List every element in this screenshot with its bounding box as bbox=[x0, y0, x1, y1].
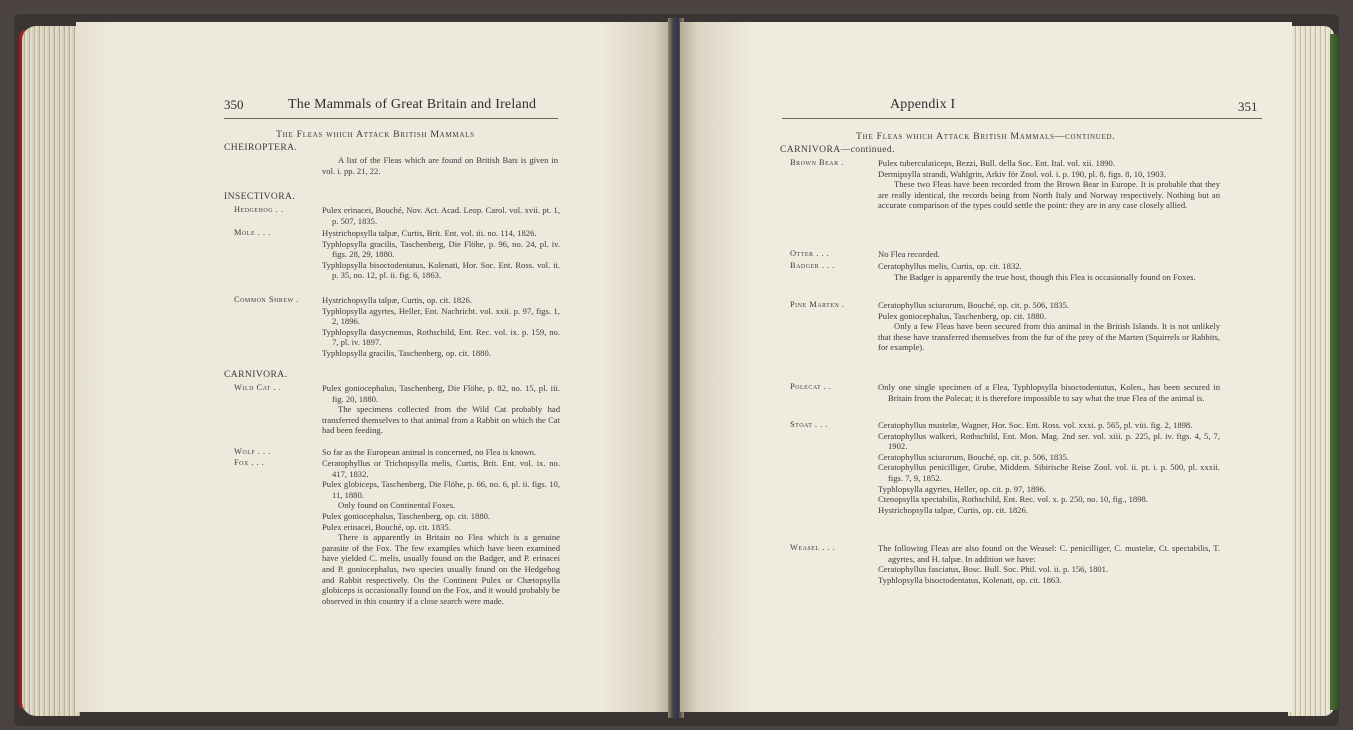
common-shrew-fleas: Hystrichopsylla talpæ, Curtis, op. cit. 1826. Typhlopsylla agyrtes, Heller, Ent. Nachricht. vol. xxii. p. 97, figs. 1, 2, 1896. Typhlopsylla dasycnemus, Rothschild, Ent. Rec. vol. ix. p. 159, no. 7, pl. iv. 1897. Typhlopsylla gracilis, Taschenberg, op. cit. 1880. bbox=[322, 295, 560, 358]
page-edges-left bbox=[22, 26, 80, 716]
mammal-wolf: Wolf . . . bbox=[234, 447, 271, 456]
mammal-wild-cat: Wild Cat . . bbox=[234, 383, 282, 392]
head-rule-right bbox=[782, 118, 1262, 119]
folio-left: 350 bbox=[224, 97, 244, 112]
polecat-fleas: Only one single specimen of a Flea, Typhlopsylla bisoctodentatus, Kolen., has been secured in Britain from the Polecat; it is therefore impossible to say what the true Flea of the animal is. bbox=[878, 382, 1220, 403]
order-chiroptera: CHEIROPTERA. bbox=[224, 142, 298, 153]
mammal-brown-bear: Brown Bear . bbox=[790, 158, 844, 167]
book-cover-right bbox=[1330, 34, 1340, 710]
mammal-badger: Badger . . . bbox=[790, 261, 835, 270]
order-carnivora-continued: CARNIVORA—continued. bbox=[780, 144, 895, 155]
wild-cat-fleas: Pulex goniocephalus, Taschenberg, Die Flöhe, p. 82, no. 15, pl. iii. fig. 20, 1880. The specimens collected from the Wild Cat probably had transferred themselves to that animal from a Rabbit on which the Cat had been feeding. bbox=[322, 383, 560, 436]
badger-fleas: Ceratophyllus melis, Curtis, op. cit. 1832. The Badger is apparently the true host, though this Flea is occasionally found on Foxes. bbox=[878, 261, 1196, 282]
mammal-fox: Fox . . . bbox=[234, 458, 265, 467]
pine-marten-fleas: Ceratophyllus sciurorum, Bouché, op. cit. p. 506, 1835. Pulex goniocephalus, Taschenberg, op. cit. 1880. Only a few Fleas have been secured from this animal in the British Islands. It is not unlikely that these have transferred themselves from the fur of the prey of the Marten (Squirrels or Rabbits, for example). bbox=[878, 300, 1220, 353]
mammal-weasel: Weasel . . . bbox=[790, 543, 836, 552]
fox-fleas: Ceratophyllus or Trichopsylla melis, Curtis, Brit. Ent. vol. ix. no. 417, 1832. Pulex globiceps, Taschenberg, Die Flöhe, p. 66, no. 6, pl. ii. figs. 10, 11, 1880. Only found on Continental Foxes. Pulex goniocephalus, Taschenberg, op. cit. 1880. Pulex erinacei, Bouché, op. cit. 1835. There is apparently in Britain no Flea which is a genuine parasite of the Fox. The few examples which have been examined have yielded C. melis, usually found on the Badger, and P. erinacei and P. goniocephalus, two species usually found on the Hedgehog and Rabbit respectively. On the Continent Pulex or Chætopsylla globiceps is occasionally found on the Fox, and it would probably be observed in this country if a close search were made. bbox=[322, 458, 560, 606]
chiroptera-text: A list of the Fleas which are found on British Bats is given in vol. i. pp. 21, 22. bbox=[322, 155, 558, 176]
section-title-left: The Fleas which Attack British Mammals bbox=[276, 129, 475, 140]
otter-fleas: No Flea recorded. bbox=[878, 249, 940, 259]
right-page bbox=[680, 22, 1292, 712]
folio-right: 351 bbox=[1238, 99, 1258, 114]
mammal-common-shrew: Common Shrew . bbox=[234, 295, 299, 304]
mammal-pine-marten: Pine Marten . bbox=[790, 300, 845, 309]
left-page bbox=[76, 22, 672, 712]
section-title-right: The Fleas which Attack British Mammals—continued. bbox=[856, 131, 1116, 142]
head-rule-left bbox=[224, 118, 558, 119]
order-carnivora: CARNIVORA. bbox=[224, 369, 288, 380]
mammal-polecat: Polecat . . bbox=[790, 382, 832, 391]
running-head-right: Appendix I bbox=[890, 97, 956, 112]
brown-bear-fleas: Pulex tuberculaticeps, Bezzi, Bull. della Soc. Ent. Ital. vol. xii. 1890. Dermipsylla strandi, Wahlgrin, Arkiv för Zool. vol. i. p. 190, pl. 8, figs. 8, 10, 1903. These two Fleas have been recorded from the Brown Bear in Europe. It is probable that they are really identical, the records being from North Italy and Norway respectively. Nothing but an accurate comparison of the types could settle the point: they are in any case closely allied. bbox=[878, 158, 1220, 211]
stoat-fleas: Ceratophyllus mustelæ, Wagner, Hor. Soc. Ent. Ross. vol. xxxi. p. 565, pl. viii. fig. 2, 1898. Ceratophyllus walkeri, Rothschild, Ent. Mon. Mag. 2nd ser. vol. xiii. p. 225, pl. iv. figs. 4, 5, 7, 1902. Ceratophyllus sciurorum, Bouché, op. cit. p. 506, 1835. Ceratophyllus penicilliger, Grube, Middem. Sibirische Reise Zool. vol. ii. pt. i. p. 500, pl. xxxii. figs. 7, 9, 1852. Typhlopsylla agyrtes, Heller, op. cit. p. 97, 1896. Ctenopsylla spectabilis, Rothschild, Ent. Rec. vol. x. p. 250, no. 10, fig., 1898. Hystrichopsylla talpæ, Curtis, op. cit. 1826. bbox=[878, 420, 1220, 515]
mammal-otter: Otter . . . bbox=[790, 249, 830, 258]
mammal-mole: Mole . . . bbox=[234, 228, 271, 237]
mammal-stoat: Stoat . . . bbox=[790, 420, 828, 429]
running-head-left: The Mammals of Great Britain and Ireland bbox=[288, 97, 537, 112]
mole-fleas: Hystrichopsylla talpæ, Curtis, Brit. Ent. vol. iii. no. 114, 1826. Typhlopsylla gracilis, Taschenberg, Die Flöhe, p. 96, no. 24, pl. iv. figs. 28, 29, 1880. Typhlopsylla bisoctodentatus, Kolenati, Hor. Soc. Ent. Ross. vol. ii. p. 35, no. 12, pl. ii. fig. 6, 1863. bbox=[322, 228, 560, 281]
hedgehog-fleas: Pulex erinacei, Bouché, Nov. Act. Acad. Leop. Carol. vol. xvii. pt. 1, p. 507, 1835. bbox=[322, 205, 560, 226]
weasel-fleas: The following Fleas are also found on the Weasel: C. penicilliger, C. mustelæ, Ct. spectabilis, T. agyrtes, and H. talpæ. In addition we have: Ceratophyllus fasciatus, Bosc. Bull. Soc. Phil. vol. ii. p. 156, 1801. Typhlopsylla bisoctodentatus, Kolenati, op. cit. 1863. bbox=[878, 543, 1220, 585]
wolf-fleas: So far as the European animal is concerned, no Flea is known. bbox=[322, 447, 537, 457]
mammal-hedgehog: Hedgehog . . bbox=[234, 205, 284, 214]
order-insectivora: INSECTIVORA. bbox=[224, 191, 296, 202]
page-edges-right bbox=[1288, 26, 1334, 716]
